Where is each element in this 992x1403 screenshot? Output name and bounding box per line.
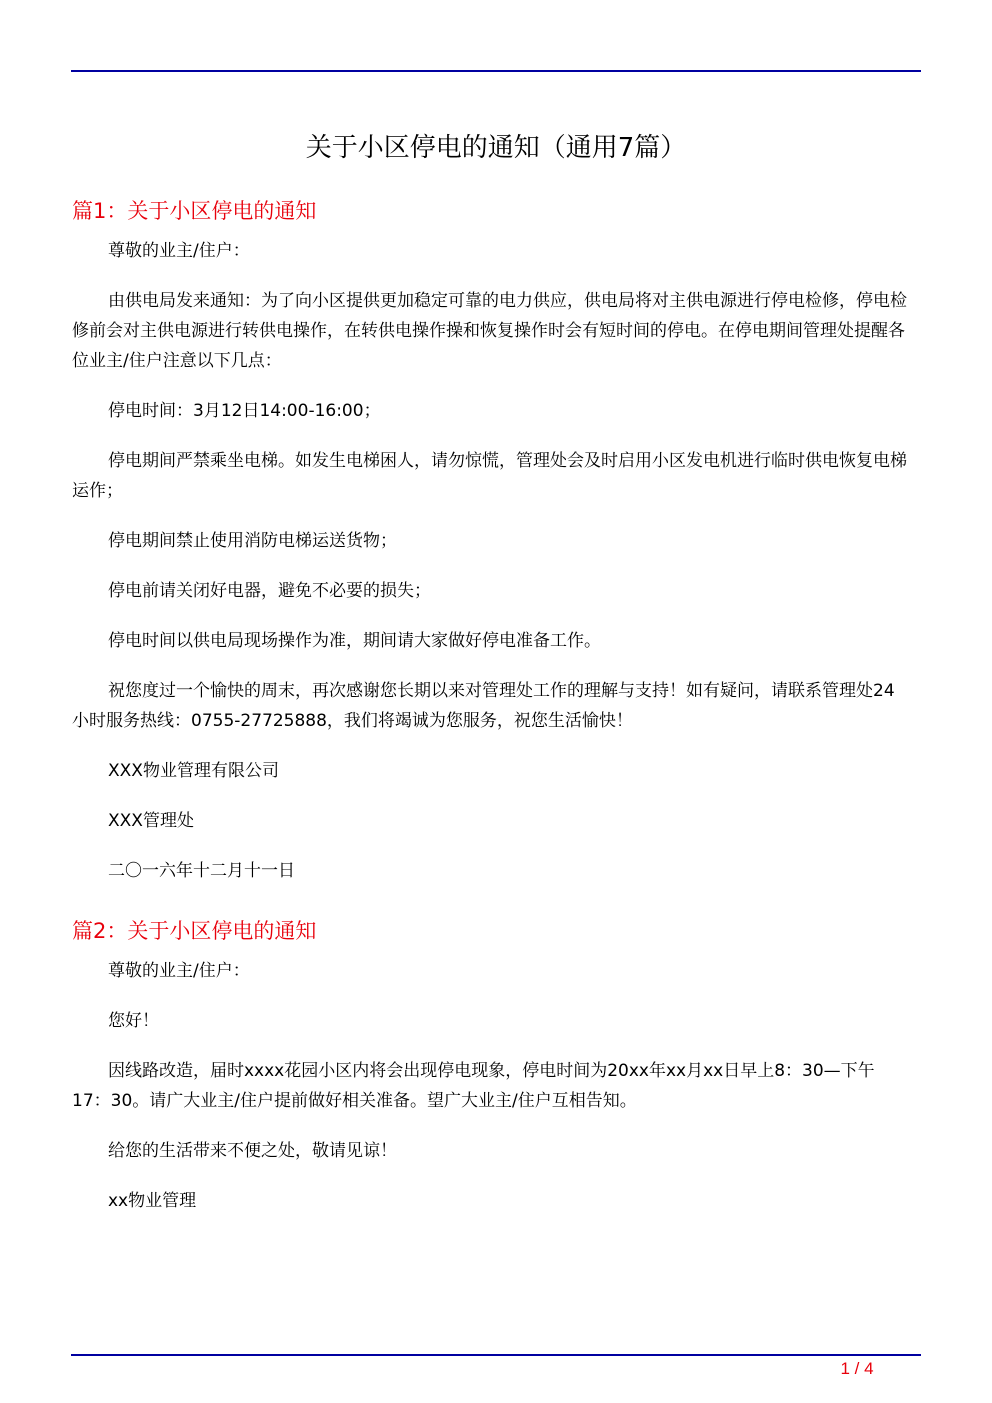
greeting: 您好！	[108, 1011, 159, 1031]
notice-item: 停电前请关闭好电器，避免不必要的损失；	[108, 581, 431, 601]
notice-paragraph: 因线路改造，届时xxxx花园小区内将会出现停电现象，停电时间为20xx年xx月xx日早上8：30—下午17：30。请广大业主/住户提前做好相关准备。望广大业主/住户互相告知。	[72, 1061, 875, 1111]
signature-company: xx物业管理	[108, 1191, 197, 1211]
section-2	[72, 906, 910, 1216]
closing-paragraph: 祝您度过一个愉快的周末，再次感谢您长期以来对管理处工作的理解与支持！如有疑问，请联系管理处24小时服务热线：0755-27725888，我们将竭诚为您服务，祝您生活愉快！	[72, 681, 895, 731]
salutation: 尊敬的业主/住户：	[108, 961, 250, 981]
salutation: 尊敬的业主/住户：	[108, 241, 250, 261]
notice-paragraph: 由供电局发来通知：为了向小区提供更加稳定可靠的电力供应，供电局将对主供电源进行停电检修，停电检修前会对主供电源进行转供电操作，在转供电操作操和恢复操作时会有短时间的停电。在停电期间管理处提醒各位业主/住户注意以下几点：	[72, 291, 907, 371]
page-number: 1 / 4	[840, 1359, 874, 1378]
notice-item: 停电时间以供电局现场操作为准，期间请大家做好停电准备工作。	[108, 631, 601, 651]
document-title: 关于小区停电的通知（通用7篇）	[305, 133, 687, 163]
section-heading: 篇1：关于小区停电的通知	[72, 199, 317, 223]
signature-office: XXX管理处	[108, 811, 194, 831]
document-body	[72, 186, 910, 1236]
section-heading: 篇2：关于小区停电的通知	[72, 919, 317, 943]
section-1	[72, 186, 910, 886]
footer-rule	[71, 1354, 921, 1356]
notice-item: 停电期间严禁乘坐电梯。如发生电梯困人，请勿惊慌，管理处会及时启用小区发电机进行临时供电恢复电梯运作；	[72, 451, 907, 501]
apology: 给您的生活带来不便之处，敬请见谅！	[108, 1141, 397, 1161]
header-rule	[71, 70, 921, 72]
signature-date: 二〇一六年十二月十一日	[108, 861, 295, 881]
outage-time: 停电时间：3月12日14:00-16:00；	[108, 401, 381, 421]
notice-item: 停电期间禁止使用消防电梯运送货物；	[108, 531, 397, 551]
signature-company: XXX物业管理有限公司	[108, 761, 279, 781]
